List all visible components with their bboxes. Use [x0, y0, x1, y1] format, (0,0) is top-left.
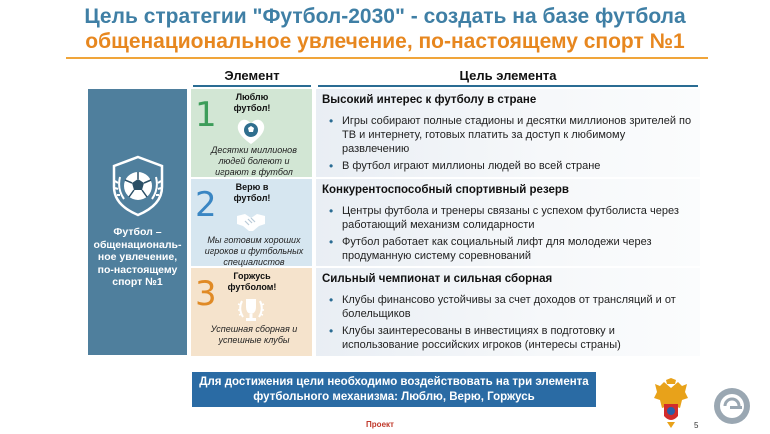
heart-ball-icon	[235, 116, 267, 146]
element-card-1	[191, 89, 312, 177]
goal-title-1: Высокий интерес к футболу в стране	[322, 94, 537, 106]
goal-card-1	[316, 89, 700, 177]
column-header-goal: Цель элемента	[459, 68, 557, 83]
soccer-ball-laurel-icon	[108, 153, 168, 219]
handshake-icon	[235, 206, 267, 236]
element-number-1: 1	[195, 95, 217, 135]
goal-2-bullet-1: • Центры футбола и тренеры связаны с успехом футболиста через работающий механизм солидарности	[326, 204, 694, 232]
goal-title-3: Сильный чемпионат и сильная сборная	[322, 273, 553, 285]
goal-2-bullet-2: • Футбол работает как социальный лифт для молодежи через продуманную систему соревнований	[326, 235, 694, 263]
element-subtitle-3: Успешная сборная и успешные клубы	[210, 324, 298, 345]
element-number-2: 2	[195, 185, 217, 225]
goal-title-2: Конкурентоспособный спортивный резерв	[322, 184, 569, 196]
element-card-2	[191, 179, 312, 266]
left-panel-text: Футбол – общенациональ-ное увлечение, по-настоящему спорт №1	[93, 226, 182, 288]
goal-bullets-1	[326, 111, 694, 173]
round-logo-icon	[713, 387, 751, 425]
goal-1-bullet-2: • В футбол играют миллионы людей во всей стране	[326, 159, 694, 173]
page-number: 5	[694, 421, 699, 430]
element-subtitle-2: Мы готовим хороших игроков и футбольных специалистов	[204, 235, 304, 267]
double-headed-eagle-icon	[652, 378, 690, 428]
title-divider	[66, 57, 708, 59]
goal-card-2	[316, 179, 700, 266]
element-title-1: Люблю футбол!	[233, 92, 271, 113]
element-title-2: Верю в футбол!	[233, 182, 271, 203]
goal-1-bullet-1: • Игры собирают полные стадионы и десятки миллионов зрителей по ТВ и интернету, готовых платить за доступ к любимому развлечению	[326, 114, 694, 156]
goal-3-bullet-1: • Клубы финансово устойчивы за счет доходов от трансляций и от болельщиков	[326, 293, 694, 321]
title-line-1: Цель стратегии "Футбол-2030" - создать на базе футбола	[84, 5, 686, 28]
left-summary-panel	[88, 89, 187, 355]
column-header-element-rule	[193, 85, 311, 87]
conclusion-box: Для достижения цели необходимо воздействовать на три элемента футбольного механизма: Люблю, Верю, Горжусь	[192, 372, 596, 407]
element-title-3: Горжусь футболом!	[227, 271, 277, 292]
slide-title	[0, 4, 770, 54]
column-header-element: Элемент	[224, 68, 280, 83]
element-subtitle-1: Десятки миллионов людей болеют и играют в футбол	[211, 145, 297, 177]
footer-label: Проект	[366, 420, 394, 429]
element-number-3: 3	[195, 274, 217, 314]
title-line-2: общенациональное увлечение, по-настоящему спорт №1	[85, 30, 685, 53]
goal-3-bullet-2: • Клубы заинтересованы в инвестициях в подготовку и использование российских игроков (интересы страны)	[326, 324, 694, 352]
trophy-laurel-icon	[235, 295, 267, 325]
goal-card-3	[316, 268, 700, 356]
element-card-3	[191, 268, 312, 356]
goal-bullets-3	[326, 290, 694, 352]
column-header-goal-rule	[318, 85, 698, 87]
goal-bullets-2	[326, 201, 694, 263]
